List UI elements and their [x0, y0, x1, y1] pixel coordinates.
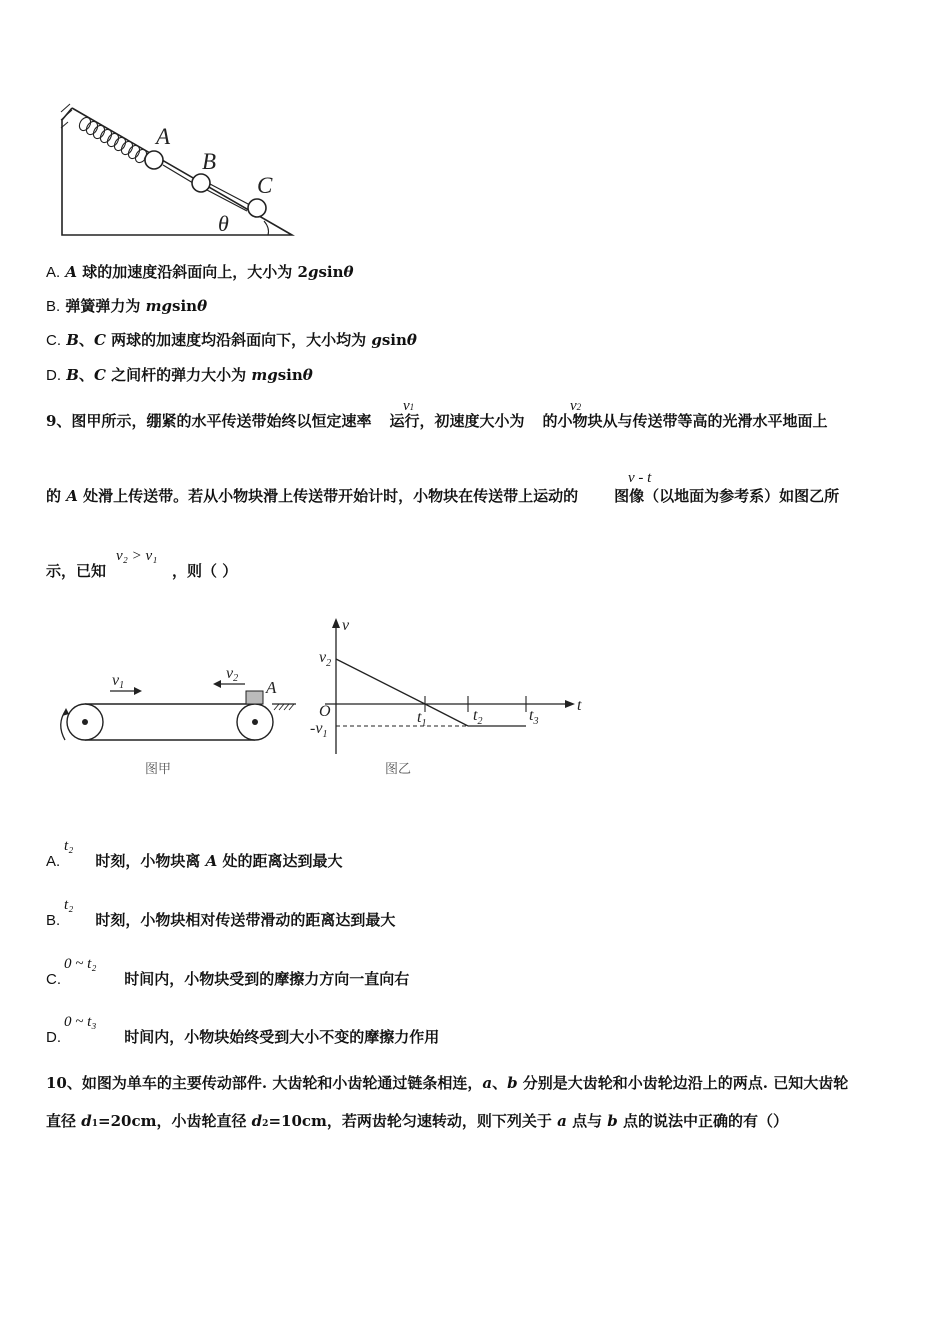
vt-segment-2 — [425, 704, 468, 726]
q9-line-3: 示，已知 ，则（ ） — [46, 562, 238, 580]
fig-jia-caption: 图甲 — [145, 762, 172, 777]
q9-option-d-math: 0 ~ t₃ — [64, 1014, 97, 1030]
x-axis-label: t — [577, 697, 582, 714]
string-a-b — [163, 165, 193, 183]
q9-option-b: B. 时刻，小物块相对传送带滑动的距离达到最大 — [46, 911, 396, 929]
spring — [77, 115, 149, 164]
block-a — [246, 691, 263, 704]
y-axis-label: v — [342, 617, 350, 634]
q9-option-a-math: t₂ — [64, 838, 74, 854]
t1-tick-label: $t_1$ — [417, 709, 427, 729]
v2-tick-label: $v_2$ — [319, 649, 332, 669]
q8-option-d: D. B、C 之间杆的弹力大小为 mgsinθ — [46, 366, 313, 384]
q8-option-b: B. 弹簧弹力为 mgsinθ — [46, 297, 208, 315]
angle-arc — [264, 221, 269, 235]
q10-line-1: 10、如图为单车的主要传动部件. 大齿轮和小齿轮通过链条相连，a、b 分别是大齿轮和小齿轮边沿上的两点. 已知大齿轮 — [46, 1074, 849, 1092]
label-c: C — [257, 173, 273, 198]
q9-option-c: C. 时间内，小物块受到的摩擦力方向一直向右 — [46, 970, 410, 988]
t2-tick-label: $t_2$ — [473, 707, 483, 727]
q9-option-a: A. 时刻，小物块离 A 处的距离达到最大 — [46, 852, 343, 870]
neg-v1-tick-label: $-v_1$ — [310, 720, 328, 740]
block-a-label: A — [266, 678, 277, 697]
q8-option-a: A. A 球的加速度沿斜面向上，大小为 2gsinθ — [46, 263, 354, 281]
vt-series — [336, 659, 526, 726]
q9-option-b-math: t₂ — [64, 897, 74, 913]
ball-c — [248, 199, 266, 217]
q8-option-c: C. B、C 两球的加速度均沿斜面向下，大小均为 gsinθ — [46, 331, 417, 349]
fig-yi-caption: 图乙 — [385, 762, 412, 777]
label-a: A — [156, 124, 171, 149]
label-theta: θ — [218, 211, 229, 236]
ball-b — [192, 174, 210, 192]
q9-symbol-vt: v - t — [628, 470, 652, 486]
q9-option-c-math: 0 ~ t₂ — [64, 956, 97, 972]
q9-condition: v₂ > v₁ — [116, 548, 158, 564]
fig-jia-conveyor — [50, 658, 300, 780]
vt-segment-1 — [336, 659, 425, 704]
v1-label: v1 — [112, 672, 125, 691]
ball-a — [145, 151, 163, 169]
q9-line-2: 的 A 处滑上传送带。若从小物块滑上传送带开始计时，小物块在传送带上运动的 图像（以地面为参考系）如图乙所 — [46, 487, 840, 505]
q9-symbol-v2: v2 — [570, 398, 582, 414]
fig-yi-vt-graph — [305, 612, 595, 780]
q9-option-d: D. 时间内，小物块始终受到大小不变的摩擦力作用 — [46, 1028, 440, 1046]
origin-label: O — [319, 703, 331, 720]
label-b: B — [202, 149, 217, 174]
q9-symbol-v1: v1 — [403, 398, 415, 414]
incline-figure — [50, 100, 310, 245]
v2-label: v2 — [226, 665, 239, 684]
q9-line-1: 9、图甲所示，绷紧的水平传送带始终以恒定速率 运行，初速度大小为 的小物块从与传送带等高的光滑水平地面上 — [46, 412, 828, 430]
q10-line-2: 直径 d1=20cm，小齿轮直径 d2=10cm，若两齿轮匀速转动，则下列关于 a 点与 b 点的说法中正确的有（） — [46, 1112, 789, 1130]
t3-tick-label: $t_3$ — [529, 707, 539, 727]
